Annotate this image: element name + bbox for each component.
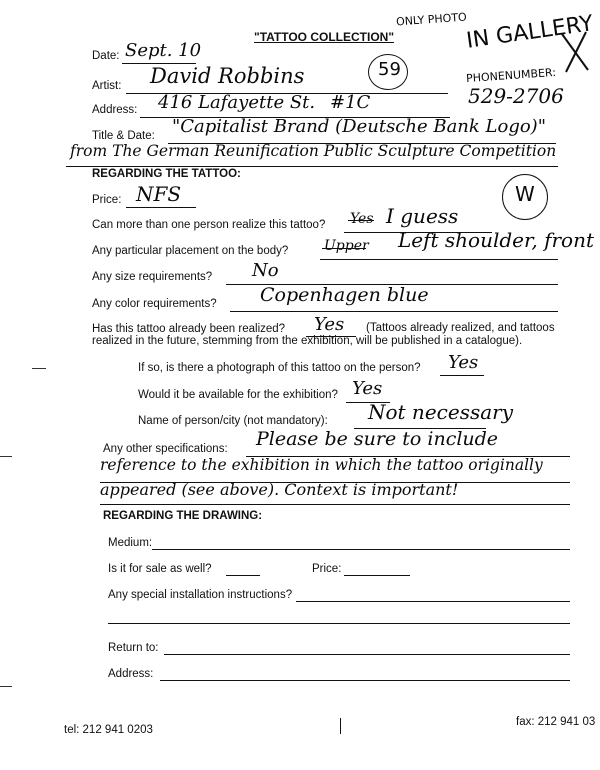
margin-mark bbox=[0, 686, 12, 687]
realized-value: Yes bbox=[314, 314, 345, 335]
strike-mark bbox=[322, 248, 366, 249]
form-title: "TATTOO COLLECTION" bbox=[254, 30, 395, 44]
placement-line bbox=[320, 259, 558, 260]
circled-letter: W bbox=[515, 182, 535, 206]
specs-line-3: appeared (see above). Context is important! bbox=[100, 480, 459, 499]
color-label: Any color requirements? bbox=[92, 298, 217, 310]
realized-note-1: (Tattoos already realized, and tattoos bbox=[366, 322, 555, 334]
for-sale-label: Is it for sale as well? bbox=[108, 563, 212, 575]
placement-label: Any particular placement on the body? bbox=[92, 245, 289, 257]
footer-fax: fax: 212 941 03 bbox=[516, 716, 596, 728]
more-than-one-value: I guess bbox=[386, 204, 459, 228]
more-than-one-struck: Yes bbox=[350, 211, 374, 227]
section-tattoo-heading: REGARDING THE TATTOO: bbox=[92, 168, 241, 180]
installation-field[interactable] bbox=[296, 601, 570, 602]
realized-label: Has this tattoo already been realized? bbox=[92, 323, 286, 335]
drawing-price-field[interactable] bbox=[344, 575, 410, 576]
name-person-value: Not necessary bbox=[368, 400, 513, 424]
date-value: Sept. 10 bbox=[125, 40, 202, 61]
specs-line-2: reference to the exhibition in which the tattoo originally bbox=[100, 456, 543, 474]
drawing-address-label: Address: bbox=[108, 668, 154, 680]
for-sale-field[interactable] bbox=[226, 575, 260, 576]
center-mark bbox=[340, 718, 341, 734]
specs-line-rule-3 bbox=[100, 504, 570, 505]
date-label: Date: bbox=[92, 50, 120, 62]
artist-label: Artist: bbox=[92, 80, 122, 92]
other-specs-label: Any other specifications: bbox=[103, 443, 228, 455]
color-value: Copenhagen blue bbox=[260, 284, 429, 306]
footer-tel: tel: 212 941 0203 bbox=[64, 724, 153, 736]
phone-value: 529-2706 bbox=[468, 84, 564, 108]
price-line bbox=[126, 207, 196, 208]
margin-mark bbox=[32, 368, 46, 369]
size-value: No bbox=[252, 260, 279, 281]
photograph-label: If so, is there a photograph of this tattoo on the person? bbox=[138, 362, 421, 374]
available-value: Yes bbox=[352, 378, 383, 399]
title-underline bbox=[66, 166, 558, 167]
price-value: NFS bbox=[136, 182, 182, 206]
specs-line-1: Please be sure to include bbox=[256, 428, 499, 450]
return-to-field[interactable] bbox=[164, 654, 570, 655]
photograph-value: Yes bbox=[448, 352, 479, 373]
photo-note: ONLY PHOTO bbox=[395, 10, 468, 29]
price-label: Price: bbox=[92, 194, 122, 206]
address-label: Address: bbox=[92, 104, 138, 116]
photograph-line bbox=[440, 375, 484, 376]
return-to-label: Return to: bbox=[108, 642, 159, 654]
placement-value: Left shoulder, front bbox=[398, 228, 595, 252]
strike-mark bbox=[348, 220, 374, 221]
installation-field-line-2[interactable] bbox=[108, 623, 570, 624]
size-label: Any size requirements? bbox=[92, 271, 213, 283]
drawing-address-field[interactable] bbox=[160, 680, 570, 681]
section-drawing-heading: REGARDING THE DRAWING: bbox=[103, 510, 263, 522]
gallery-note: IN GALLERY bbox=[464, 11, 595, 54]
realized-note-2: realized in the future, stemming from the exhibition, will be published in a catalogue). bbox=[92, 335, 523, 347]
medium-field[interactable] bbox=[152, 549, 570, 550]
title-line-1: "Capitalist Brand (Deutsche Bank Logo)" bbox=[172, 116, 546, 137]
title-date-label: Title & Date: bbox=[92, 130, 155, 142]
medium-label: Medium: bbox=[108, 537, 153, 549]
phone-label: PHONENUMBER: bbox=[465, 65, 557, 86]
x-mark-icon bbox=[558, 30, 592, 74]
placement-struck: Upper bbox=[324, 238, 369, 254]
address-unit: #1C bbox=[330, 92, 371, 113]
circled-number: 59 bbox=[378, 59, 401, 80]
artist-value: David Robbins bbox=[150, 64, 305, 88]
color-line bbox=[230, 311, 558, 312]
address-street: 416 Lafayette St. bbox=[158, 92, 316, 113]
margin-mark bbox=[0, 456, 12, 457]
more-than-one-label: Can more than one person realize this tattoo? bbox=[92, 219, 326, 231]
drawing-price-label: Price: bbox=[312, 563, 342, 575]
title-line-2: from The German Reunification Public Sculpture Competition bbox=[70, 142, 557, 160]
name-person-label: Name of person/city (not mandatory): bbox=[138, 415, 328, 427]
available-label: Would it be available for the exhibition? bbox=[138, 389, 338, 401]
installation-label: Any special installation instructions? bbox=[108, 589, 293, 601]
